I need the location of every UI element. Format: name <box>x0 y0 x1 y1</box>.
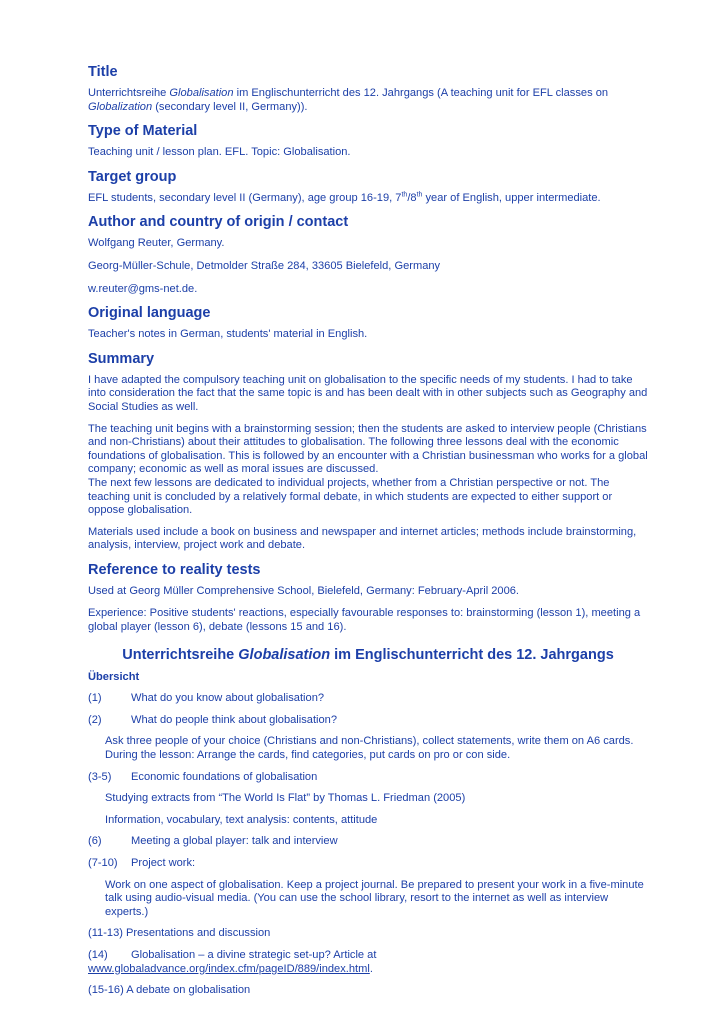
author-name: Wolfgang Reuter, Germany. <box>88 237 225 250</box>
unit-title-part: im Englischunterricht des 12. Jahrgangs <box>330 646 614 663</box>
lesson-row <box>88 692 648 706</box>
lesson-row <box>88 835 648 849</box>
link-punctuation: . <box>369 962 373 975</box>
unit-title-emphasis: Globalisation <box>238 646 331 663</box>
lesson-text: Economic foundations of globalisation <box>131 770 318 783</box>
target-text <box>88 192 648 206</box>
lesson-row <box>88 949 648 963</box>
lesson-number: (14) <box>88 948 108 961</box>
superscript: th <box>401 191 408 199</box>
lesson-text: Project work: <box>131 857 196 869</box>
lesson-text: Globalisation – a divine strategic set-up? Article at <box>131 948 377 961</box>
lesson-row <box>88 714 648 728</box>
lesson-row <box>88 857 648 871</box>
target-text-part: /8 <box>407 191 417 204</box>
summary-paragraph: The next few lessons are dedicated to individual projects, whether from a Christian perspective or not. The teaching unit is concluded by a relatively formal debate, in which students are expected to either support or oppose globalisation. <box>88 476 613 517</box>
type-heading: Type of Material <box>88 123 198 140</box>
lesson-link-line <box>88 963 648 977</box>
author-address: Georg-Müller-Schule, Detmolder Straße 284, 33605 Bielefeld, Germany <box>88 259 441 272</box>
lesson-row-text: (11-13) Presentations and discussion <box>88 927 271 940</box>
reality-paragraph: Experience: Positive students' reactions, especially favourable responses to: brainstorming (lesson 1), meeting a global player (lesson 6), debate (lessons 15 and 16). <box>88 607 641 634</box>
lesson-row-text: (15-16) A debate on globalisation <box>88 984 251 997</box>
title-text-emphasis: Globalisation <box>169 87 234 99</box>
title-heading: Title <box>88 64 118 80</box>
lesson-detail: Work on one aspect of globalisation. Keep a project journal. Be prepared to present your work in a five-minute talk using audio-visual media. (You can use the school library, resort to the internet as well as interview experts.) <box>105 878 644 918</box>
lesson-text: What do you know about globalisation? <box>131 692 325 705</box>
target-text-part: year of English, upper intermediate. <box>422 191 601 204</box>
lesson-number: (7-10) <box>88 857 118 869</box>
language-text: Teacher's notes in German, students' material in English. <box>88 328 368 341</box>
author-email: w.reuter@gms-net.de. <box>88 282 198 295</box>
document-content <box>88 62 648 998</box>
lesson-detail: Information, vocabulary, text analysis: contents, attitude <box>105 813 378 826</box>
summary-heading: Summary <box>88 350 155 367</box>
summary-paragraph: I have adapted the compulsory teaching unit on globalisation to the specific needs of my students. I had to take into consideration the fact that the same topic is and has been dealt with in other subjects such as Geography and Social Studies as well. <box>88 373 648 413</box>
reality-heading: Reference to reality tests <box>88 561 261 578</box>
lesson-detail: Studying extracts from “The World Is Flat” by Thomas L. Friedman (2005) <box>105 792 466 805</box>
lesson-text: What do people think about globalisation? <box>131 713 337 726</box>
superscript: th <box>416 191 423 199</box>
globaladvance-link[interactable]: www.globaladvance.org/index.cfm/pageID/889/index.html <box>88 962 370 975</box>
unit-title-part: Unterrichtsreihe <box>122 646 239 663</box>
type-text: Teaching unit / lesson plan. EFL. Topic: Globalisation. <box>88 146 351 159</box>
title-text <box>88 87 648 114</box>
title-text-part: im Englischunterricht des 12. Jahrgangs (A teaching unit for EFL classes on <box>233 87 609 99</box>
title-text-part: (secondary level II, Germany)). <box>152 100 308 113</box>
reality-paragraph: Used at Georg Müller Comprehensive School, Bielefeld, Germany: February-April 2006. <box>88 584 520 597</box>
lesson-number: (1) <box>88 692 102 705</box>
summary-paragraph: The teaching unit begins with a brainstorming session; then the students are asked to interview people (Christians and non-Christians) about their attitudes to globalisation. The following three lessons deal with the economic foundations of globalisation. This is followed by an encounter with a Christian businessman who works for a global company; economic as well as moral issues are discussed. <box>88 422 648 476</box>
title-text-part: Unterrichtsreihe <box>88 87 170 99</box>
lesson-number: (3-5) <box>88 770 112 783</box>
lesson-number: (2) <box>88 713 102 726</box>
lesson-number: (6) <box>88 835 102 848</box>
summary-paragraph: Materials used include a book on business and newspaper and internet articles; methods include brainstorming, analysis, interview, project work and debate. <box>88 525 637 552</box>
target-text-part: EFL students, secondary level II (Germany), age group 16-19, 7 <box>88 191 402 204</box>
language-heading: Original language <box>88 305 211 322</box>
lesson-text: Meeting a global player: talk and interview <box>131 835 338 848</box>
unit-title <box>88 645 648 665</box>
lesson-detail: Ask three people of your choice (Christians and non-Christians), collect statements, write them on A6 cards. During the lesson: Arrange the cards, find categories, put cards on pro or con side. <box>105 735 634 762</box>
title-text-emphasis: Globalization <box>88 100 153 113</box>
author-heading: Author and country of origin / contact <box>88 214 349 231</box>
overview-label: Übersicht <box>88 670 140 683</box>
target-heading: Target group <box>88 168 177 185</box>
lesson-row <box>88 771 648 785</box>
